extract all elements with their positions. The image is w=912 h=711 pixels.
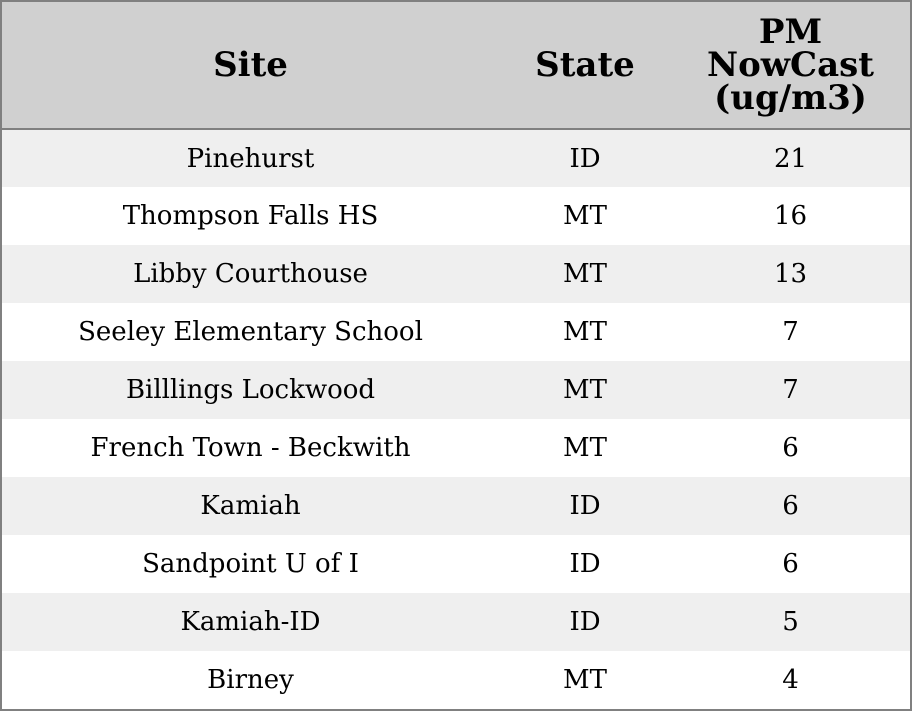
cell-pm: 21: [773, 143, 808, 174]
cell-site: Thompson Falls HS: [122, 201, 379, 231]
cell-site: Libby Courthouse: [133, 259, 368, 289]
cell-pm: 5: [782, 607, 799, 637]
header-site: [2, 2, 499, 129]
cell-state: MT: [563, 201, 607, 231]
cell-state: MT: [563, 433, 607, 463]
cell-site: Kamiah: [200, 491, 301, 521]
table-body: [2, 129, 910, 709]
cell-pm: 6: [782, 491, 799, 521]
cell-pm: 4: [782, 665, 799, 695]
cell-site: French Town - Beckwith: [90, 433, 411, 463]
cell-pm: 7: [782, 375, 799, 405]
cell-state: MT: [563, 259, 607, 289]
header-row: [2, 2, 910, 129]
table-row: [2, 593, 910, 651]
pm-nowcast-table: [2, 2, 910, 709]
cell-site: Kamiah-ID: [180, 607, 321, 637]
cell-pm: 16: [773, 201, 808, 231]
cell-state: MT: [563, 665, 607, 695]
cell-pm: 6: [782, 433, 799, 463]
cell-site: Pinehurst: [186, 143, 315, 174]
table-row: [2, 477, 910, 535]
table-row: [2, 303, 910, 361]
header-state-label: State: [535, 44, 635, 85]
header-site-label: Site: [213, 44, 288, 85]
cell-state: MT: [563, 317, 607, 347]
cell-pm: 7: [782, 317, 799, 347]
cell-site: Billlings Lockwood: [125, 375, 376, 405]
table-row: [2, 187, 910, 245]
table-row: [2, 245, 910, 303]
header-state: [499, 2, 671, 129]
cell-site: Seeley Elementary School: [78, 317, 423, 347]
cell-site: Sandpoint U of I: [142, 549, 359, 579]
cell-state: ID: [569, 491, 601, 521]
table-row: [2, 419, 910, 477]
table-row: [2, 361, 910, 419]
header-pm-nowcast: [671, 2, 910, 129]
cell-state: MT: [563, 375, 607, 405]
table-row: [2, 535, 910, 593]
cell-pm: 6: [782, 549, 799, 579]
cell-state: ID: [569, 607, 601, 637]
cell-state: ID: [569, 143, 601, 174]
table-row: [2, 129, 910, 187]
cell-pm: 13: [773, 259, 808, 289]
cell-site: Birney: [207, 665, 294, 695]
header-pm-nowcast-label: PM NowCast (ug/m3): [707, 11, 874, 118]
table-header: [2, 2, 910, 129]
cell-state: ID: [569, 549, 601, 579]
table-row: [2, 651, 910, 709]
